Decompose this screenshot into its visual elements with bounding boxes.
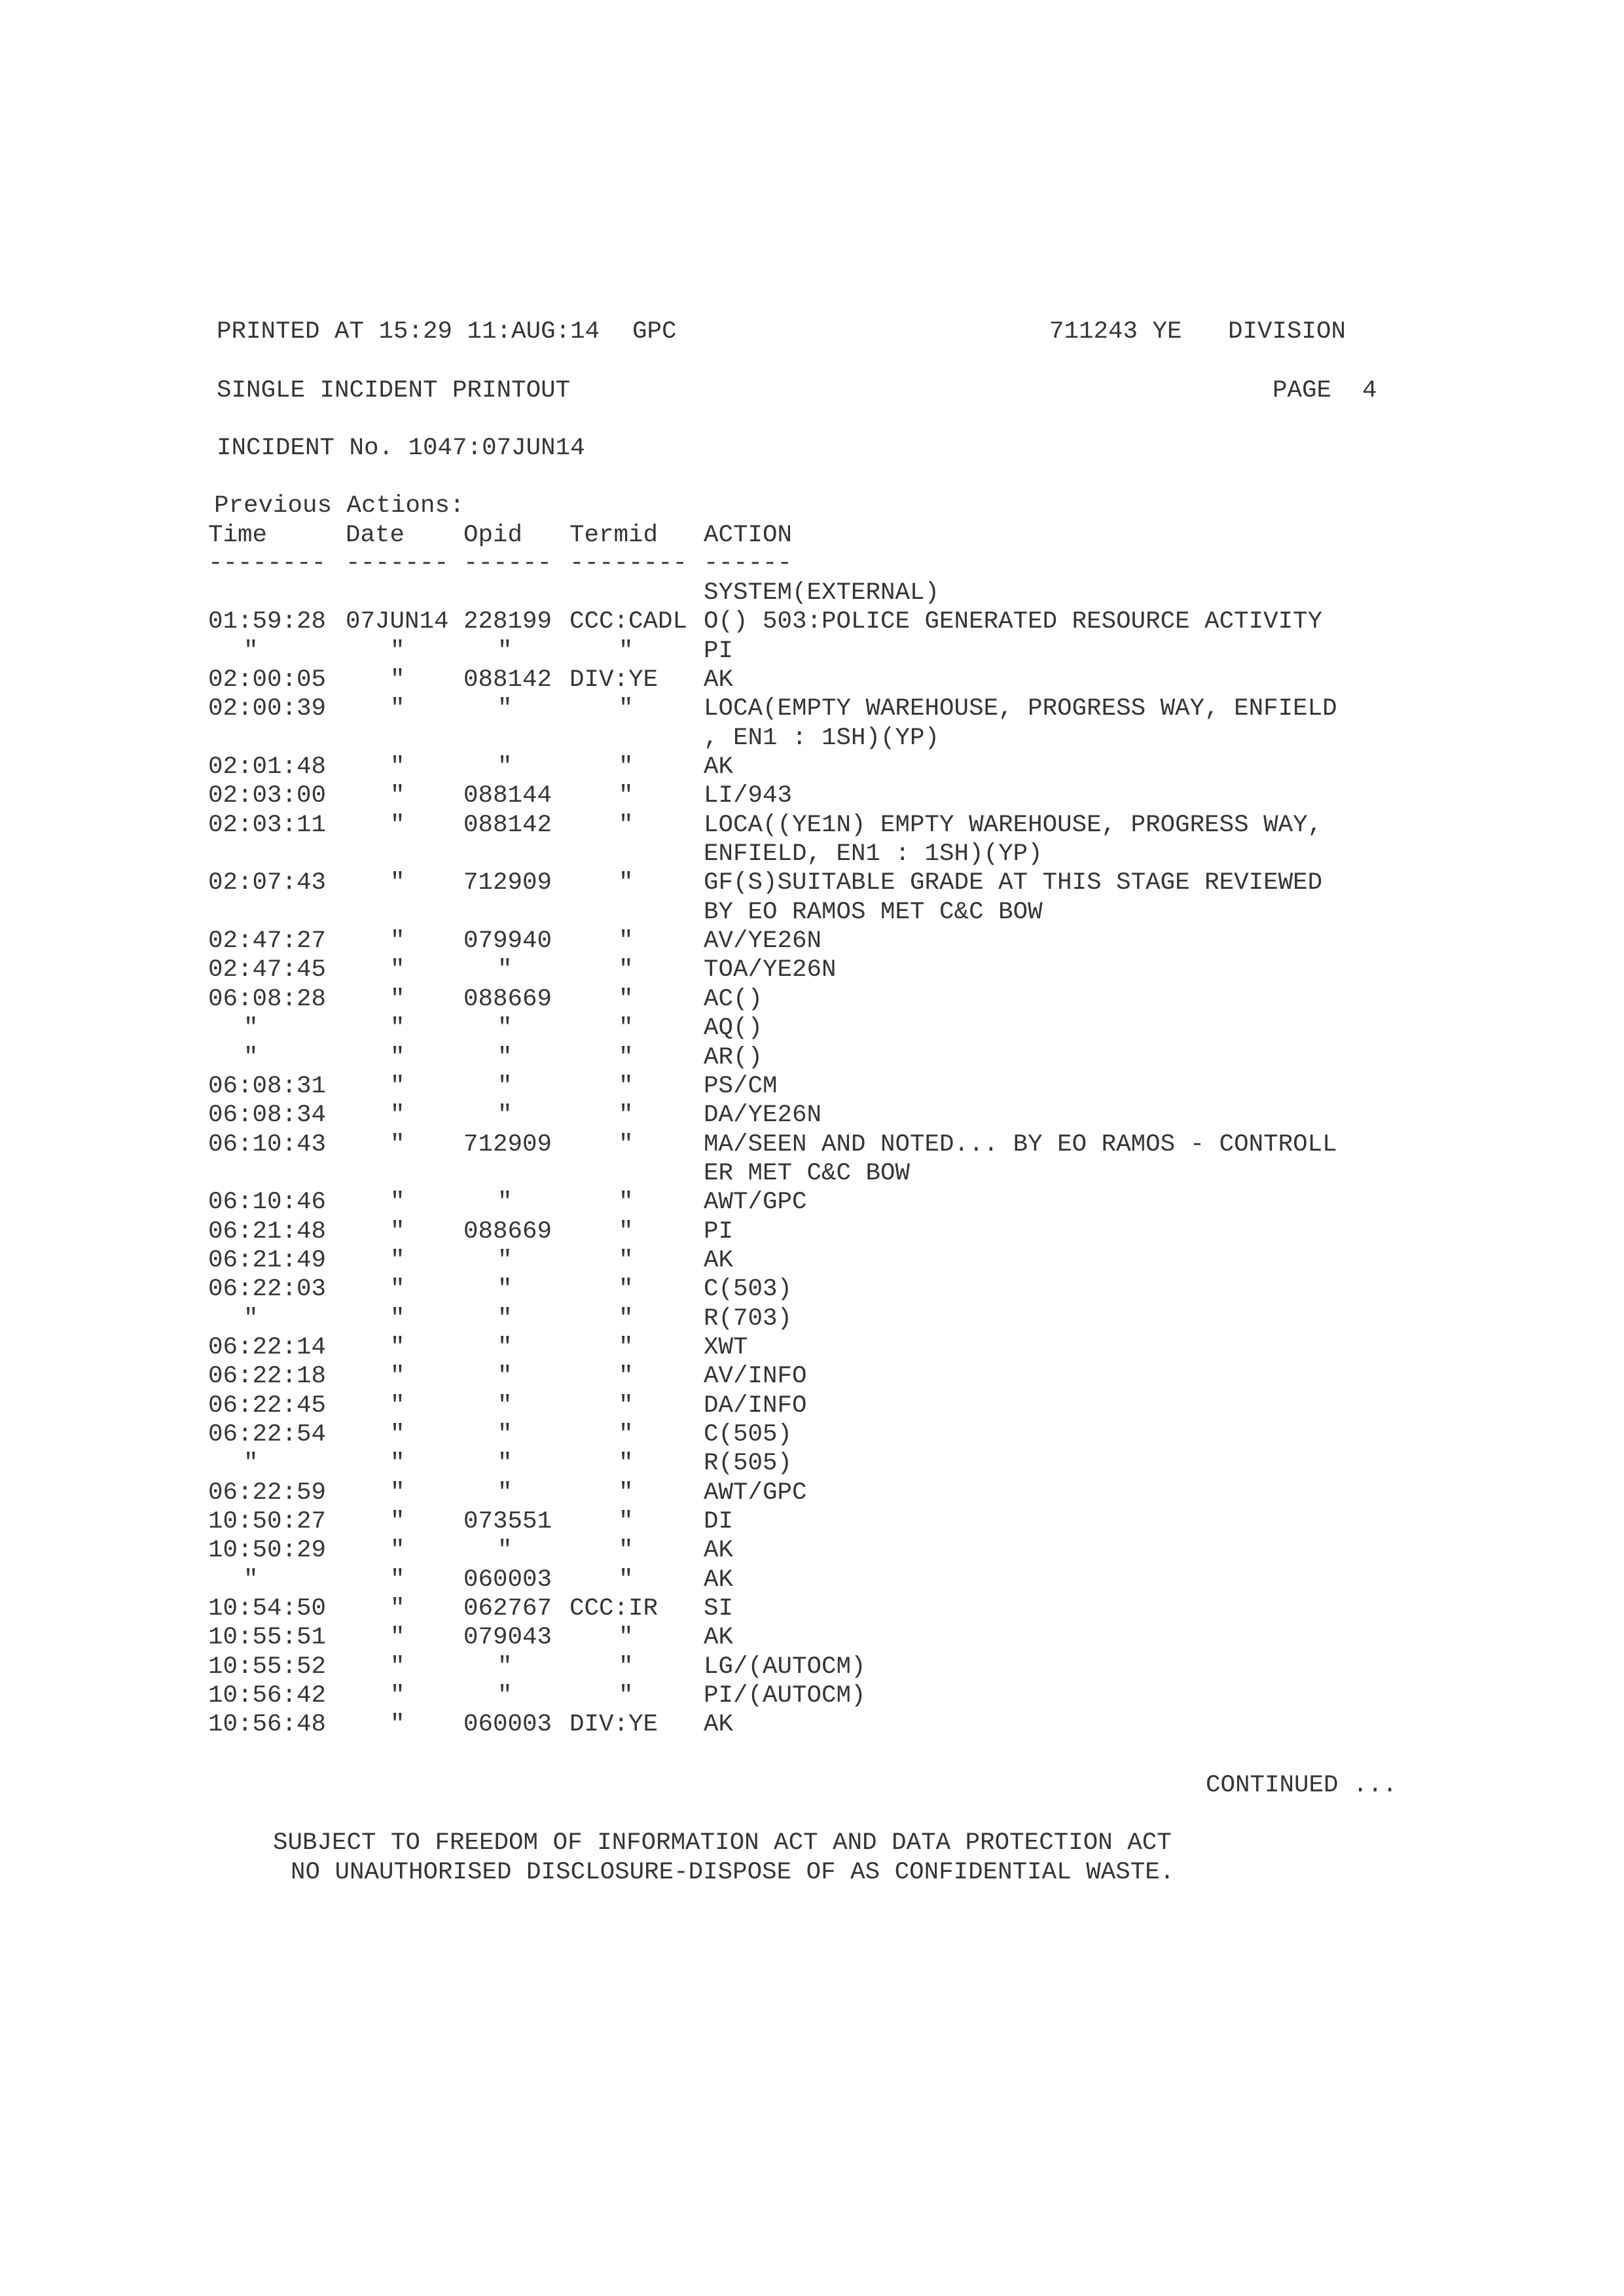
log-date-cell: ": [390, 1682, 405, 1710]
log-action-cell: SYSTEM(EXTERNAL): [704, 579, 940, 607]
log-time-cell: 10:55:52: [208, 1653, 327, 1681]
column-headers: [0, 521, 1624, 550]
log-opid-cell: ": [497, 1363, 513, 1391]
column-header-action: ACTION: [704, 522, 793, 549]
log-row: [0, 724, 1624, 753]
log-action-cell: DA/YE26N: [704, 1102, 822, 1130]
log-time-cell: 10:56:42: [208, 1682, 327, 1710]
log-opid-cell: 088669: [463, 1217, 552, 1246]
log-action-cell: MA/SEEN AND NOTED... BY EO RAMOS - CONTROLL: [704, 1130, 1337, 1158]
log-date-cell: ": [390, 1624, 405, 1652]
log-time-cell: 10:54:50: [208, 1595, 327, 1623]
log-opid-cell: ": [497, 695, 513, 723]
log-time-cell: ": [244, 1566, 259, 1594]
separator-action: ------: [704, 550, 793, 577]
log-date-cell: ": [390, 1508, 405, 1535]
log-termid-cell: ": [619, 1363, 634, 1391]
document-title: SINGLE INCIDENT PRINTOUT: [217, 377, 571, 404]
log-time-cell: 02:00:05: [208, 666, 327, 694]
log-row: [0, 1333, 1624, 1362]
log-termid-cell: ": [619, 1653, 634, 1681]
log-termid-cell: ": [619, 927, 634, 956]
log-termid-cell: ": [619, 782, 634, 810]
log-date-cell: ": [390, 782, 405, 810]
log-action-cell: AK: [704, 1566, 734, 1594]
log-action-cell: R(703): [704, 1304, 793, 1333]
log-date-cell: ": [390, 1420, 405, 1448]
log-termid-cell: ": [619, 1566, 634, 1594]
log-action-cell: DI: [704, 1508, 734, 1535]
log-opid-cell: ": [497, 1014, 513, 1043]
column-header-time: Time: [208, 522, 268, 549]
log-action-cell: GF(S)SUITABLE GRADE AT THIS STAGE REVIEWED: [704, 869, 1323, 897]
log-row: [0, 1536, 1624, 1565]
log-row: [0, 1507, 1624, 1536]
log-opid-cell: 712909: [463, 869, 552, 897]
log-date-cell: ": [390, 753, 405, 781]
log-action-cell: AQ(): [704, 1014, 763, 1043]
log-termid-cell: DIV:YE: [569, 666, 659, 694]
log-row: [0, 1014, 1624, 1043]
log-opid-cell: 062767: [463, 1595, 552, 1623]
log-opid-cell: 060003: [463, 1711, 552, 1739]
log-opid-cell: 079043: [463, 1624, 552, 1652]
log-termid-cell: ": [619, 1450, 634, 1478]
log-termid-cell: ": [619, 1130, 634, 1158]
log-time-cell: 06:22:03: [208, 1276, 327, 1304]
log-opid-cell: ": [497, 1682, 513, 1710]
log-action-cell: AK: [704, 1537, 734, 1565]
log-time-cell: 06:22:59: [208, 1479, 327, 1507]
log-row: [0, 579, 1624, 607]
log-action-cell: AWT/GPC: [704, 1189, 807, 1217]
log-date-cell: ": [390, 985, 405, 1013]
log-time-cell: 02:01:48: [208, 753, 327, 781]
log-opid-cell: ": [497, 1537, 513, 1565]
log-date-cell: ": [390, 956, 405, 984]
log-row: [0, 985, 1624, 1014]
log-action-cell: BY EO RAMOS MET C&C BOW: [704, 898, 1043, 926]
log-date-cell: ": [390, 1653, 405, 1681]
log-time-cell: 06:22:14: [208, 1333, 327, 1361]
log-opid-cell: ": [497, 1246, 513, 1274]
log-opid-cell: 088144: [463, 782, 552, 810]
log-row: [0, 1566, 1624, 1594]
log-row: [0, 637, 1624, 666]
log-opid-cell: ": [497, 1102, 513, 1130]
log-date-cell: 07JUN14: [346, 608, 449, 636]
log-action-cell: SI: [704, 1595, 734, 1623]
log-date-cell: ": [390, 1566, 405, 1594]
log-row: [0, 1362, 1624, 1391]
log-termid-cell: ": [619, 1102, 634, 1130]
log-action-cell: LI/943: [704, 782, 793, 810]
log-time-cell: 06:22:54: [208, 1420, 327, 1448]
log-time-cell: 10:55:51: [208, 1624, 327, 1652]
log-opid-cell: 079940: [463, 927, 552, 956]
log-date-cell: ": [390, 1537, 405, 1565]
log-action-cell: AK: [704, 666, 734, 694]
log-row: [0, 840, 1624, 869]
log-action-cell: AK: [704, 1624, 734, 1652]
log-action-cell: ENFIELD, EN1 : 1SH)(YP): [704, 840, 1043, 869]
log-action-cell: PI/(AUTOCM): [704, 1682, 866, 1710]
log-row: [0, 1159, 1624, 1188]
log-date-cell: ": [390, 1391, 405, 1420]
log-time-cell: ": [244, 1043, 259, 1071]
log-termid-cell: ": [619, 1072, 634, 1100]
page-label: PAGE: [1272, 377, 1332, 404]
log-row: [0, 956, 1624, 984]
log-termid-cell: DIV:YE: [569, 1711, 659, 1739]
log-termid-cell: CCC:CADL: [569, 608, 688, 636]
log-row: [0, 694, 1624, 723]
log-row: [0, 1391, 1624, 1420]
log-opid-cell: ": [497, 956, 513, 984]
log-opid-cell: 712909: [463, 1130, 552, 1158]
log-opid-cell: ": [497, 1391, 513, 1420]
log-termid-cell: ": [619, 1043, 634, 1071]
division-label: DIVISION: [1228, 318, 1346, 346]
log-row: [0, 1479, 1624, 1507]
incident-number: INCIDENT No. 1047:07JUN14: [217, 435, 585, 462]
separator-date: -------: [346, 550, 449, 577]
log-termid-cell: ": [619, 1276, 634, 1304]
log-action-cell: LG/(AUTOCM): [704, 1653, 866, 1681]
log-row: [0, 1420, 1624, 1449]
footer-line-1: SUBJECT TO FREEDOM OF INFORMATION ACT AND DATA PROTECTION ACT: [273, 1829, 1172, 1857]
log-date-cell: ": [390, 1217, 405, 1246]
log-date-cell: ": [390, 927, 405, 956]
log-row: [0, 898, 1624, 927]
log-time-cell: ": [244, 1304, 259, 1333]
log-termid-cell: ": [619, 1246, 634, 1274]
log-date-cell: ": [390, 1479, 405, 1507]
log-time-cell: 06:21:48: [208, 1217, 327, 1246]
log-termid-cell: ": [619, 1682, 634, 1710]
log-opid-cell: ": [497, 1189, 513, 1217]
log-date-cell: ": [390, 1246, 405, 1274]
log-action-cell: PI: [704, 1217, 734, 1246]
log-termid-cell: ": [619, 985, 634, 1013]
log-action-cell: LOCA((YE1N) EMPTY WAREHOUSE, PROGRESS WAY,: [704, 811, 1323, 839]
log-action-cell: C(505): [704, 1420, 793, 1448]
log-termid-cell: ": [619, 956, 634, 984]
log-time-cell: 02:07:43: [208, 869, 327, 897]
log-termid-cell: CCC:IR: [569, 1595, 659, 1623]
log-action-cell: LOCA(EMPTY WAREHOUSE, PROGRESS WAY, ENFIELD: [704, 695, 1337, 723]
log-action-cell: AV/INFO: [704, 1363, 807, 1391]
log-opid-cell: ": [497, 1450, 513, 1478]
separator-time: --------: [208, 550, 327, 577]
log-action-cell: C(503): [704, 1276, 793, 1304]
log-action-cell: AK: [704, 753, 734, 781]
page-number: 4: [1362, 377, 1377, 404]
log-time-cell: ": [244, 1014, 259, 1043]
log-action-cell: XWT: [704, 1333, 748, 1361]
log-date-cell: ": [390, 1130, 405, 1158]
section-label: Previous Actions:: [214, 492, 465, 520]
log-date-cell: ": [390, 1450, 405, 1478]
log-time-cell: ": [244, 637, 259, 665]
log-time-cell: 10:50:29: [208, 1537, 327, 1565]
log-row: [0, 1304, 1624, 1333]
separator-opid: ------: [463, 550, 552, 577]
log-opid-cell: ": [497, 1333, 513, 1361]
log-time-cell: 02:47:27: [208, 927, 327, 956]
log-date-cell: ": [390, 1276, 405, 1304]
log-opid-cell: 088669: [463, 985, 552, 1013]
log-action-cell: AK: [704, 1711, 734, 1739]
log-termid-cell: ": [619, 1420, 634, 1448]
log-row: [0, 1681, 1624, 1710]
log-opid-cell: 088142: [463, 666, 552, 694]
log-time-cell: 02:03:00: [208, 782, 327, 810]
log-termid-cell: ": [619, 1479, 634, 1507]
log-row: [0, 1275, 1624, 1304]
log-date-cell: ": [390, 1072, 405, 1100]
log-time-cell: 06:10:43: [208, 1130, 327, 1158]
log-action-cell: O() 503:POLICE GENERATED RESOURCE ACTIVITY: [704, 608, 1323, 636]
column-separators: [0, 549, 1624, 578]
log-row: [0, 1043, 1624, 1072]
log-time-cell: 06:08:28: [208, 985, 327, 1013]
log-time-cell: 02:00:39: [208, 695, 327, 723]
log-row: [0, 666, 1624, 694]
log-action-cell: , EN1 : 1SH)(YP): [704, 724, 940, 752]
log-date-cell: ": [390, 1043, 405, 1071]
printed-by: GPC: [632, 318, 677, 346]
log-date-cell: ": [390, 1711, 405, 1739]
log-time-cell: 06:08:34: [208, 1102, 327, 1130]
log-action-cell: R(505): [704, 1450, 793, 1478]
log-date-cell: ": [390, 1595, 405, 1623]
log-time-cell: 06:22:18: [208, 1363, 327, 1391]
log-row: [0, 1217, 1624, 1246]
log-date-cell: ": [390, 666, 405, 694]
log-time-cell: 02:47:45: [208, 956, 327, 984]
log-row: [0, 1594, 1624, 1623]
log-time-cell: 06:22:45: [208, 1391, 327, 1420]
log-opid-cell: 060003: [463, 1566, 552, 1594]
log-date-cell: ": [390, 1014, 405, 1043]
log-action-cell: AK: [704, 1246, 734, 1274]
log-termid-cell: ": [619, 695, 634, 723]
log-termid-cell: ": [619, 869, 634, 897]
log-time-cell: 06:08:31: [208, 1072, 327, 1100]
log-row: [0, 1072, 1624, 1101]
log-row: [0, 1653, 1624, 1681]
log-opid-cell: ": [497, 753, 513, 781]
log-row: [0, 869, 1624, 897]
log-time-cell: ": [244, 1450, 259, 1478]
log-row: [0, 753, 1624, 781]
log-termid-cell: ": [619, 753, 634, 781]
log-opid-cell: ": [497, 1420, 513, 1448]
log-row: [0, 1130, 1624, 1159]
log-action-cell: TOA/YE26N: [704, 956, 837, 984]
log-termid-cell: ": [619, 1217, 634, 1246]
log-termid-cell: ": [619, 1333, 634, 1361]
division-code: 711243 YE: [1049, 318, 1182, 346]
log-opid-cell: ": [497, 1479, 513, 1507]
log-date-cell: ": [390, 811, 405, 839]
log-termid-cell: ": [619, 1014, 634, 1043]
log-termid-cell: ": [619, 1189, 634, 1217]
log-opid-cell: 228199: [463, 608, 552, 636]
log-date-cell: ": [390, 695, 405, 723]
log-termid-cell: ": [619, 1537, 634, 1565]
log-row: [0, 927, 1624, 956]
log-row: [0, 781, 1624, 810]
log-row: [0, 1246, 1624, 1275]
log-time-cell: 10:50:27: [208, 1508, 327, 1535]
log-date-cell: ": [390, 1102, 405, 1130]
log-opid-cell: ": [497, 637, 513, 665]
log-action-cell: AC(): [704, 985, 763, 1013]
log-termid-cell: ": [619, 1624, 634, 1652]
log-time-cell: 02:03:11: [208, 811, 327, 839]
log-opid-cell: ": [497, 1072, 513, 1100]
log-row: [0, 811, 1624, 840]
log-date-cell: ": [390, 1304, 405, 1333]
log-row: [0, 1449, 1624, 1478]
log-row: [0, 1101, 1624, 1130]
footer-line-2: NO UNAUTHORISED DISCLOSURE-DISPOSE OF AS CONFIDENTIAL WASTE.: [291, 1859, 1175, 1886]
log-row: [0, 607, 1624, 636]
separator-termid: --------: [569, 550, 688, 577]
continued-note: CONTINUED ...: [1206, 1772, 1398, 1799]
log-date-cell: ": [390, 1333, 405, 1361]
log-time-cell: 01:59:28: [208, 608, 327, 636]
log-action-cell: PS/CM: [704, 1072, 778, 1100]
log-opid-cell: 073551: [463, 1508, 552, 1535]
log-action-cell: PI: [704, 637, 734, 665]
log-action-cell: ER MET C&C BOW: [704, 1159, 911, 1187]
log-time-cell: 10:56:48: [208, 1711, 327, 1739]
log-opid-cell: ": [497, 1276, 513, 1304]
log-termid-cell: ": [619, 1391, 634, 1420]
column-header-termid: Termid: [569, 522, 659, 549]
log-termid-cell: ": [619, 1508, 634, 1535]
log-termid-cell: ": [619, 1304, 634, 1333]
column-header-opid: Opid: [463, 522, 523, 549]
column-header-date: Date: [346, 522, 405, 549]
log-action-cell: AWT/GPC: [704, 1479, 807, 1507]
action-log: [0, 579, 1624, 1740]
log-opid-cell: ": [497, 1653, 513, 1681]
log-action-cell: AV/YE26N: [704, 927, 822, 956]
log-opid-cell: ": [497, 1304, 513, 1333]
log-time-cell: 06:10:46: [208, 1189, 327, 1217]
log-date-cell: ": [390, 637, 405, 665]
log-opid-cell: 088142: [463, 811, 552, 839]
log-action-cell: AR(): [704, 1043, 763, 1071]
log-time-cell: 06:21:49: [208, 1246, 327, 1274]
log-termid-cell: ": [619, 637, 634, 665]
log-row: [0, 1710, 1624, 1739]
log-row: [0, 1188, 1624, 1217]
log-opid-cell: ": [497, 1043, 513, 1071]
log-row: [0, 1623, 1624, 1652]
log-date-cell: ": [390, 1189, 405, 1217]
printed-timestamp: PRINTED AT 15:29 11:AUG:14: [217, 318, 600, 346]
log-date-cell: ": [390, 1363, 405, 1391]
log-termid-cell: ": [619, 811, 634, 839]
log-date-cell: ": [390, 869, 405, 897]
log-action-cell: DA/INFO: [704, 1391, 807, 1420]
